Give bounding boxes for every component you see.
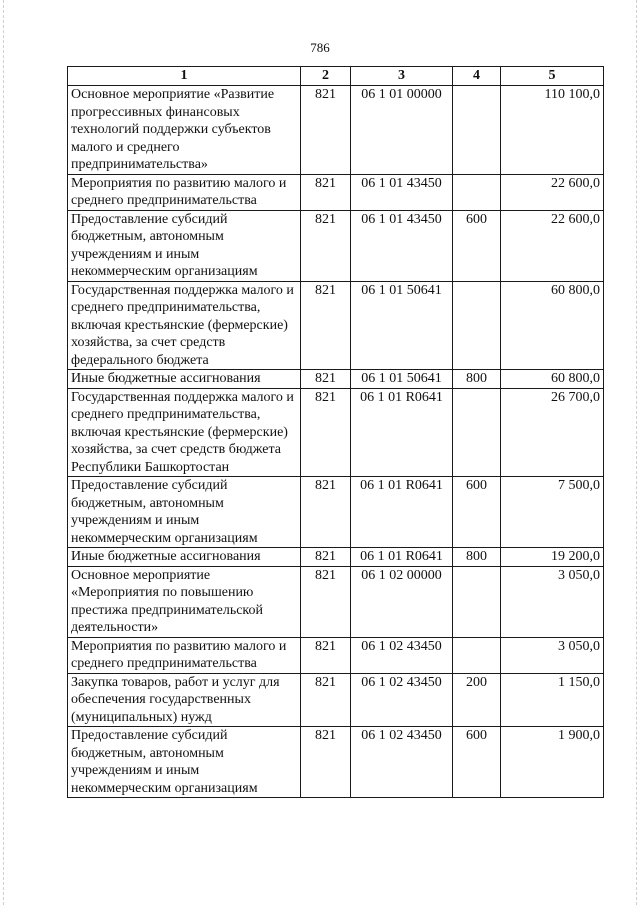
row-target-code-cell: 06 1 01 43450 [351,210,453,281]
row-expense-type-cell: 200 [453,673,501,727]
row-expense-type-cell: 800 [453,548,501,567]
table-row [68,673,604,727]
row-amount-cell: 26 700,0 [501,388,604,477]
table-row [68,388,604,477]
row-name-cell: Мероприятия по развитию малого и среднего предпринимательства [68,637,301,673]
row-name-cell: Предоставление субсидий бюджетным, автономным учреждениям и иным некоммерческим организациям [68,477,301,548]
table-row [68,174,604,210]
row-admin-code-cell: 821 [301,566,351,637]
row-target-code-cell: 06 1 01 R0641 [351,477,453,548]
row-expense-type-cell: 800 [453,370,501,389]
row-amount-cell: 60 800,0 [501,370,604,389]
row-name-cell: Иные бюджетные ассигнования [68,370,301,389]
row-name-cell: Основное мероприятие «Мероприятия по повышению престижа предпринимательской деятельности» [68,566,301,637]
budget-table [67,66,604,798]
column-header: 1 [68,67,301,86]
row-expense-type-cell [453,566,501,637]
row-name-cell: Предоставление субсидий бюджетным, автономным учреждениям и иным некоммерческим организациям [68,210,301,281]
row-target-code-cell: 06 1 01 00000 [351,86,453,175]
row-name-cell: Государственная поддержка малого и среднего предпринимательства, включая крестьянские (фермерские) хозяйства, за счет средств федерального бюджета [68,281,301,370]
column-header: 4 [453,67,501,86]
page-edge-left [3,0,4,905]
row-admin-code-cell: 821 [301,210,351,281]
row-amount-cell: 22 600,0 [501,174,604,210]
table-row [68,637,604,673]
row-amount-cell: 19 200,0 [501,548,604,567]
row-target-code-cell: 06 1 01 R0641 [351,388,453,477]
row-name-cell: Государственная поддержка малого и среднего предпринимательства, включая крестьянские (фермерские) хозяйства, за счет средств бюджета Республики Башкортостан [68,388,301,477]
table-row [68,210,604,281]
row-admin-code-cell: 821 [301,673,351,727]
row-amount-cell: 3 050,0 [501,566,604,637]
row-amount-cell: 3 050,0 [501,637,604,673]
column-header: 2 [301,67,351,86]
row-target-code-cell: 06 1 02 43450 [351,727,453,798]
row-name-cell: Основное мероприятие «Развитие прогрессивных финансовых технологий поддержки субъектов малого и среднего предпринимательства» [68,86,301,175]
row-expense-type-cell: 600 [453,477,501,548]
row-admin-code-cell: 821 [301,388,351,477]
row-amount-cell: 1 150,0 [501,673,604,727]
row-target-code-cell: 06 1 01 43450 [351,174,453,210]
row-expense-type-cell [453,281,501,370]
row-amount-cell: 1 900,0 [501,727,604,798]
row-admin-code-cell: 821 [301,548,351,567]
row-admin-code-cell: 821 [301,86,351,175]
page-edge-right [636,0,637,905]
table-row [68,566,604,637]
row-admin-code-cell: 821 [301,727,351,798]
table-row [68,548,604,567]
row-expense-type-cell [453,388,501,477]
row-target-code-cell: 06 1 01 50641 [351,370,453,389]
column-header: 3 [351,67,453,86]
column-header: 5 [501,67,604,86]
row-admin-code-cell: 821 [301,281,351,370]
row-target-code-cell: 06 1 02 43450 [351,673,453,727]
row-amount-cell: 22 600,0 [501,210,604,281]
row-amount-cell: 60 800,0 [501,281,604,370]
table-row [68,281,604,370]
table-header-row [68,67,604,86]
row-amount-cell: 110 100,0 [501,86,604,175]
row-target-code-cell: 06 1 02 00000 [351,566,453,637]
row-admin-code-cell: 821 [301,637,351,673]
row-expense-type-cell [453,174,501,210]
table-row [68,477,604,548]
row-name-cell: Закупка товаров, работ и услуг для обеспечения государственных (муниципальных) нужд [68,673,301,727]
table-body [68,86,604,798]
row-name-cell: Мероприятия по развитию малого и среднего предпринимательства [68,174,301,210]
row-expense-type-cell: 600 [453,210,501,281]
table-row [68,370,604,389]
row-target-code-cell: 06 1 01 R0641 [351,548,453,567]
table-row [68,727,604,798]
row-admin-code-cell: 821 [301,370,351,389]
row-expense-type-cell [453,86,501,175]
row-target-code-cell: 06 1 01 50641 [351,281,453,370]
table-row [68,86,604,175]
row-expense-type-cell: 600 [453,727,501,798]
page-number: 786 [310,40,330,55]
row-target-code-cell: 06 1 02 43450 [351,637,453,673]
row-expense-type-cell [453,637,501,673]
row-name-cell: Иные бюджетные ассигнования [68,548,301,567]
row-name-cell: Предоставление субсидий бюджетным, автономным учреждениям и иным некоммерческим организациям [68,727,301,798]
row-amount-cell: 7 500,0 [501,477,604,548]
row-admin-code-cell: 821 [301,174,351,210]
row-admin-code-cell: 821 [301,477,351,548]
